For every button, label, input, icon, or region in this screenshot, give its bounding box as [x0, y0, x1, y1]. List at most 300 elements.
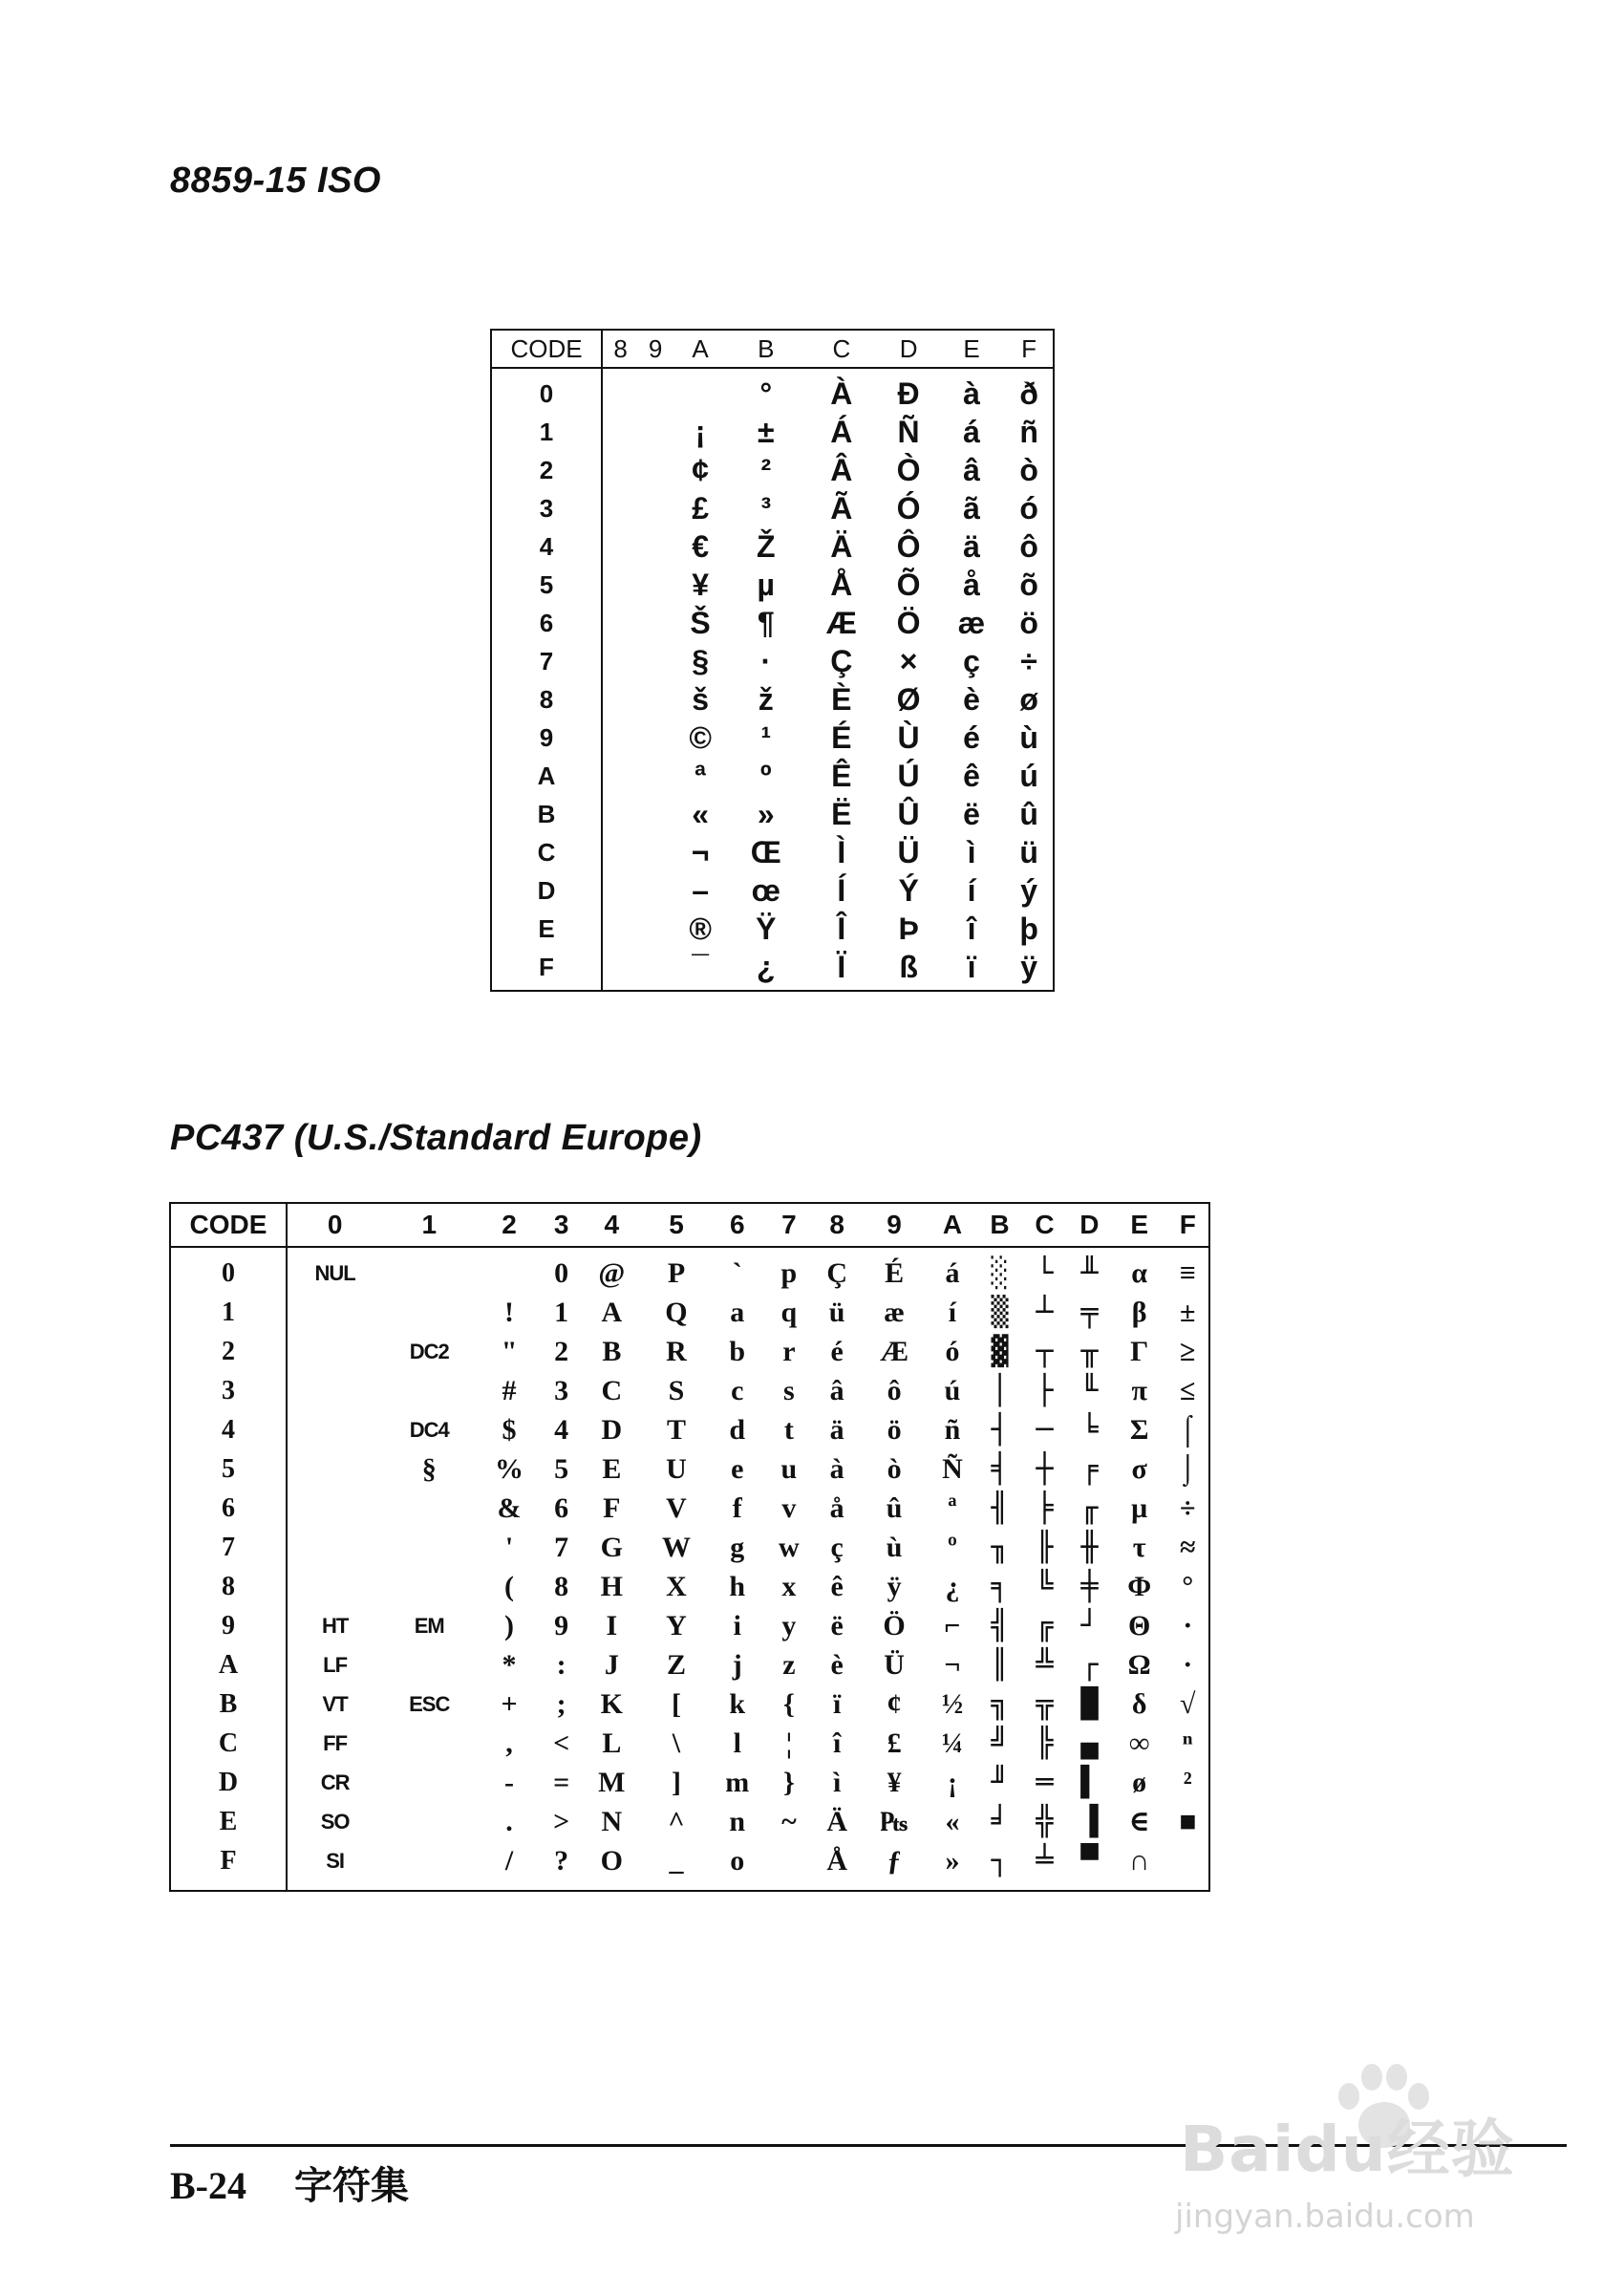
page-footer	[170, 2156, 409, 2210]
iso-char-cell: Ò	[896, 452, 921, 487]
iso-char-cell: á	[963, 414, 980, 449]
pc437-char-cell: ÿ	[887, 1570, 902, 1602]
iso-char-cell	[602, 948, 638, 991]
pc437-char-cell: X	[666, 1570, 687, 1602]
iso-char-cell	[638, 604, 673, 642]
iso-table-row	[491, 368, 1054, 413]
pc437-char-cell	[287, 1332, 382, 1371]
iso-char-cell	[638, 795, 673, 833]
pc437-char-cell: ╨	[1080, 1256, 1099, 1290]
pc437-char-cell: c	[731, 1374, 744, 1406]
iso-table-row	[491, 833, 1054, 871]
iso-char-cell: Ü	[897, 834, 920, 869]
iso-char-cell: ê	[963, 758, 980, 793]
pc437-char-cell: ⌡	[1179, 1452, 1197, 1485]
iso-char-cell: À	[830, 375, 853, 411]
iso-char-cell: Œ	[750, 834, 781, 869]
iso-char-cell: Î	[837, 911, 846, 946]
pc437-column-header: 8	[813, 1203, 861, 1247]
iso-char-cell	[638, 757, 673, 795]
pc437-char-cell: VT	[322, 1691, 348, 1716]
pc437-char-cell: ╤	[1080, 1296, 1099, 1329]
pc437-char-cell: /	[504, 1844, 514, 1877]
pc437-char-cell: ô	[887, 1374, 902, 1406]
pc437-char-cell	[287, 1371, 382, 1410]
pc437-char-cell: 1	[554, 1296, 569, 1328]
pc437-char-cell: µ	[1131, 1491, 1148, 1524]
iso-char-cell: ø	[1019, 681, 1038, 717]
iso-row-code: 3	[491, 489, 602, 527]
iso-char-cell: ß	[899, 949, 918, 984]
pc437-row-code: 4	[170, 1410, 287, 1449]
pc437-table-row	[170, 1802, 1209, 1841]
iso-char-cell: ª	[694, 758, 707, 793]
iso-char-cell	[602, 566, 638, 604]
pc437-char-cell: ├	[1036, 1374, 1054, 1407]
pc437-table-row	[170, 1724, 1209, 1763]
pc437-char-cell: ╫	[1080, 1531, 1099, 1564]
pc437-char-cell	[382, 1645, 476, 1684]
pc437-char-cell: Θ	[1127, 1609, 1151, 1641]
pc437-column-header: 5	[643, 1203, 710, 1247]
iso-row-code: E	[491, 910, 602, 948]
iso-char-cell	[602, 833, 638, 871]
pc437-char-cell: 0	[554, 1256, 569, 1289]
iso-char-cell	[602, 451, 638, 489]
pc437-char-cell: ╬	[1036, 1805, 1054, 1838]
baidu-watermark-logo: Baidu经验	[1180, 2113, 1515, 2186]
pc437-column-header: A	[928, 1203, 977, 1247]
pc437-char-cell: w	[779, 1531, 800, 1563]
iso-char-cell: Ø	[896, 681, 921, 717]
pc437-char-cell: ]	[671, 1766, 681, 1798]
pc437-char-cell: L	[602, 1727, 622, 1759]
pc437-char-cell: └	[1036, 1256, 1054, 1290]
pc437-char-cell: ≈	[1180, 1531, 1196, 1563]
pc437-char-cell: m	[725, 1766, 750, 1798]
iso-table-row	[491, 489, 1054, 527]
iso-table-row	[491, 527, 1054, 566]
pc437-char-cell: Φ	[1127, 1570, 1152, 1602]
pc437-char-cell: (	[504, 1570, 515, 1602]
pc437-char-cell: ╝	[991, 1727, 1009, 1760]
pc437-column-header: D	[1067, 1203, 1112, 1247]
pc437-char-cell: ╠	[1036, 1727, 1054, 1760]
iso-char-cell: °	[759, 375, 773, 411]
iso-row-code: A	[491, 757, 602, 795]
pc437-char-cell: {	[782, 1687, 795, 1720]
iso-char-cell	[602, 757, 638, 795]
pc437-char-cell: $	[502, 1413, 517, 1446]
pc437-char-cell: o	[730, 1844, 745, 1877]
pc437-char-cell: ó	[945, 1335, 960, 1367]
iso-char-cell	[602, 604, 638, 642]
iso-char-cell	[638, 871, 673, 910]
iso-char-cell	[638, 910, 673, 948]
pc437-char-cell: ESC	[409, 1691, 450, 1716]
iso-char-cell: œ	[751, 872, 780, 908]
pc437-char-cell: p	[780, 1256, 798, 1289]
pc437-char-cell: `	[732, 1256, 742, 1289]
pc437-row-code: 1	[170, 1293, 287, 1332]
pc437-char-cell: ä	[829, 1413, 844, 1446]
pc437-char-cell: s	[783, 1374, 795, 1406]
pc437-char-cell: F	[603, 1491, 621, 1524]
pc437-char-cell: ╪	[1080, 1570, 1099, 1603]
pc437-char-cell: │	[991, 1374, 1009, 1407]
pc437-row-code: 8	[170, 1567, 287, 1606]
iso-table-row	[491, 604, 1054, 642]
iso-row-code: 5	[491, 566, 602, 604]
pc437-table-row	[170, 1528, 1209, 1567]
pc437-table-row	[170, 1841, 1209, 1891]
pc437-table-row	[170, 1567, 1209, 1606]
pc437-row-code: A	[170, 1645, 287, 1684]
iso-row-code: 1	[491, 413, 602, 451]
pc437-char-cell: _	[669, 1844, 684, 1877]
pc437-char-cell: τ	[1132, 1531, 1146, 1563]
iso-char-cell: û	[1019, 796, 1038, 831]
pc437-char-cell: ╦	[1036, 1687, 1054, 1721]
iso-char-cell: ñ	[1019, 414, 1038, 449]
pc437-char-cell: à	[829, 1452, 844, 1485]
pc437-char-cell: i	[733, 1609, 741, 1641]
iso-char-cell: Â	[830, 452, 853, 487]
pc437-column-header: C	[1022, 1203, 1067, 1247]
iso-char-cell: Û	[897, 796, 920, 831]
pc437-char-cell: a	[730, 1296, 745, 1328]
iso-column-header: D	[879, 330, 938, 368]
pc437-char-cell: §	[421, 1452, 437, 1485]
pc437-char-cell: NUL	[314, 1260, 355, 1285]
pc437-char-cell: ┐	[991, 1844, 1009, 1877]
iso-char-cell: ó	[1019, 490, 1038, 526]
iso-char-cell: ¢	[692, 452, 709, 487]
pc437-char-cell	[382, 1841, 476, 1891]
iso-table-row	[491, 871, 1054, 910]
pc437-char-cell: ~	[781, 1805, 797, 1837]
pc437-table-row	[170, 1293, 1209, 1332]
pc437-char-cell: ╙	[1080, 1374, 1099, 1407]
pc437-char-cell	[382, 1489, 476, 1528]
iso-char-cell	[602, 719, 638, 757]
iso-char-cell: ù	[1019, 719, 1038, 755]
pc437-table-row	[170, 1247, 1209, 1293]
iso-char-cell	[602, 795, 638, 833]
iso-char-cell: Á	[830, 414, 853, 449]
pc437-char-cell: ⌠	[1179, 1413, 1197, 1446]
pc437-char-cell: 9	[554, 1609, 569, 1641]
iso-table-row	[491, 413, 1054, 451]
pc437-char-cell: ≥	[1180, 1335, 1196, 1367]
iso-char-cell: Đ	[897, 375, 920, 411]
pc437-char-cell: ö	[887, 1413, 902, 1446]
pc437-char-cell: K	[600, 1687, 623, 1720]
iso-row-code: 0	[491, 368, 602, 413]
pc437-char-cell: ╜	[991, 1766, 1009, 1799]
iso-char-cell: »	[757, 796, 775, 831]
pc437-char-cell	[287, 1528, 382, 1567]
pc437-char-cell: .	[505, 1805, 513, 1837]
iso-char-cell: Ó	[896, 490, 921, 526]
pc437-table-row	[170, 1371, 1209, 1410]
pc437-char-cell: â	[829, 1374, 844, 1406]
pc437-char-cell: @	[598, 1256, 626, 1289]
pc437-char-cell: d	[729, 1413, 746, 1446]
pc437-row-code: C	[170, 1724, 287, 1763]
iso-char-cell	[602, 910, 638, 948]
pc437-char-cell: HT	[321, 1613, 349, 1638]
pc437-row-code: E	[170, 1802, 287, 1841]
pc437-char-cell: O	[600, 1844, 623, 1877]
iso-char-cell: Õ	[896, 567, 921, 602]
pc437-char-cell: ┴	[1036, 1296, 1054, 1329]
iso-row-code: C	[491, 833, 602, 871]
iso-table-row	[491, 719, 1054, 757]
pc437-char-cell: S	[668, 1374, 685, 1406]
iso-column-header: C	[803, 330, 879, 368]
iso-char-cell: Ã	[830, 490, 853, 526]
iso-table-row	[491, 642, 1054, 680]
pc437-char-cell: ñ	[944, 1413, 961, 1446]
pc437-char-cell: ╥	[1080, 1335, 1099, 1368]
pc437-char-cell: 2	[554, 1335, 569, 1367]
pc437-char-cell: u	[780, 1452, 798, 1485]
iso-char-cell: Ë	[831, 796, 852, 831]
pc437-char-cell: ¥	[887, 1766, 902, 1798]
iso-char-cell: Ô	[896, 528, 921, 564]
iso-char-cell: ¥	[692, 567, 709, 602]
pc437-char-cell: >	[553, 1805, 570, 1837]
pc437-char-cell: W	[661, 1531, 691, 1563]
pc437-char-cell	[287, 1293, 382, 1332]
iso-char-cell: š	[692, 681, 709, 717]
iso-char-cell	[638, 680, 673, 719]
heading-iso-8859-15: 8859-15 ISO	[170, 161, 381, 201]
pc437-char-cell: £	[887, 1727, 902, 1759]
pc437-char-cell: SO	[320, 1809, 350, 1834]
pc437-table-row	[170, 1763, 1209, 1802]
pc437-row-code: 6	[170, 1489, 287, 1528]
iso-char-cell: º	[759, 758, 772, 793]
pc437-char-cell: ╞	[1036, 1491, 1054, 1525]
iso-char-cell: §	[692, 643, 709, 678]
iso-table-row	[491, 451, 1054, 489]
iso-table-row	[491, 680, 1054, 719]
pc437-char-cell: ç	[830, 1531, 844, 1563]
iso-char-cell	[638, 948, 673, 991]
pc437-table	[169, 1202, 1210, 1892]
pc437-char-cell: P	[667, 1256, 686, 1289]
iso-char-cell: ò	[1019, 452, 1038, 487]
iso-char-cell: ü	[1019, 834, 1038, 869]
iso-char-cell: ¬	[691, 834, 710, 869]
pc437-char-cell: ╓	[1080, 1491, 1099, 1525]
iso-char-cell: ÷	[1020, 643, 1037, 678]
iso-char-cell: ¹	[760, 719, 772, 755]
pc437-char-cell	[287, 1489, 382, 1528]
iso-char-cell: Ž	[756, 528, 776, 564]
pc437-char-cell: ╩	[1036, 1648, 1054, 1682]
pc437-char-cell: E	[602, 1452, 622, 1485]
iso-char-cell: þ	[1019, 911, 1038, 946]
pc437-char-cell: ¦	[785, 1727, 793, 1759]
pc437-char-cell: █	[1080, 1687, 1099, 1721]
pc437-char-cell: FF	[323, 1730, 348, 1755]
pc437-char-cell: ì	[832, 1766, 842, 1798]
pc437-char-cell: ┤	[991, 1413, 1009, 1447]
pc437-char-cell: -	[504, 1766, 515, 1798]
pc437-char-cell: H	[600, 1570, 623, 1602]
iso-char-cell	[638, 833, 673, 871]
pc437-char-cell: ø	[1132, 1766, 1147, 1798]
pc437-char-cell: ║	[991, 1648, 1009, 1682]
iso-column-header: 8	[602, 330, 638, 368]
pc437-char-cell: ─	[1036, 1413, 1054, 1447]
pc437-char-cell: ▀	[1080, 1844, 1099, 1877]
pc437-char-cell: α	[1131, 1256, 1148, 1289]
watermark-url: jingyan.baidu.com	[1175, 2198, 1475, 2236]
pc437-table-row	[170, 1645, 1209, 1684]
pc437-table-row	[170, 1489, 1209, 1528]
iso-char-cell: –	[692, 872, 709, 908]
pc437-char-cell: #	[502, 1374, 517, 1406]
iso-column-header: F	[1005, 330, 1054, 368]
pc437-char-cell: x	[781, 1570, 797, 1602]
iso-char-cell	[638, 368, 673, 413]
pc437-char-cell: ±	[1180, 1296, 1196, 1328]
pc437-char-cell: «	[945, 1805, 960, 1837]
pc437-row-code: D	[170, 1763, 287, 1802]
iso-char-cell: Ç	[830, 643, 853, 678]
pc437-char-cell: G	[600, 1531, 623, 1563]
iso-char-cell: £	[692, 490, 709, 526]
iso-row-code: D	[491, 871, 602, 910]
iso-char-cell: ©	[689, 719, 712, 755]
iso-char-cell: ä	[963, 528, 980, 564]
pc437-char-cell: »	[945, 1844, 960, 1877]
pc437-char-cell: Å	[826, 1844, 847, 1877]
pc437-char-cell: "	[501, 1335, 518, 1367]
iso-char-cell: ë	[963, 796, 980, 831]
iso-row-code: B	[491, 795, 602, 833]
pc437-char-cell: ≡	[1179, 1256, 1196, 1289]
iso-char-cell	[602, 368, 638, 413]
pc437-char-cell: ¿	[945, 1570, 960, 1602]
iso-char-cell	[638, 413, 673, 451]
pc437-row-code: 7	[170, 1528, 287, 1567]
pc437-char-cell: M	[598, 1766, 626, 1798]
pc437-column-header: B	[977, 1203, 1022, 1247]
pc437-char-cell: EM	[414, 1613, 444, 1638]
pc437-char-cell: ▓	[991, 1335, 1009, 1368]
pc437-char-cell: β	[1131, 1296, 1147, 1328]
pc437-char-cell	[765, 1841, 813, 1891]
pc437-char-cell: é	[830, 1335, 844, 1367]
iso-row-code: 2	[491, 451, 602, 489]
pc437-row-code: F	[170, 1841, 287, 1891]
iso-char-cell: Ñ	[897, 414, 920, 449]
iso-row-code: 9	[491, 719, 602, 757]
iso-char-cell: ¡	[694, 414, 706, 449]
iso-char-cell: ð	[1019, 375, 1038, 411]
pc437-char-cell: ╟	[1036, 1531, 1054, 1564]
pc437-char-cell: Σ	[1129, 1413, 1149, 1446]
pc437-char-cell: ╣	[991, 1609, 1009, 1642]
iso-column-header: 9	[638, 330, 673, 368]
pc437-row-code: B	[170, 1684, 287, 1724]
pc437-char-cell: ò	[887, 1452, 902, 1485]
pc437-char-cell: ▌	[1080, 1766, 1099, 1799]
pc437-char-cell: è	[830, 1648, 844, 1681]
iso-table-row	[491, 566, 1054, 604]
iso-char-cell: ¶	[757, 605, 775, 640]
pc437-char-cell: ╢	[991, 1491, 1009, 1525]
pc437-char-cell: =	[553, 1766, 570, 1798]
pc437-char-cell: ╒	[1080, 1452, 1099, 1486]
iso-char-cell: ¯	[692, 949, 709, 984]
pc437-char-cell: v	[781, 1491, 797, 1524]
pc437-char-cell: r	[782, 1335, 796, 1367]
iso-char-cell: Ê	[831, 758, 852, 793]
pc437-char-cell: ƒ	[887, 1844, 902, 1877]
pc437-char-cell: Ç	[826, 1256, 847, 1289]
pc437-column-header: 4	[580, 1203, 643, 1247]
iso-char-cell	[638, 527, 673, 566]
pc437-char-cell: ╡	[991, 1452, 1009, 1486]
pc437-char-cell: √	[1180, 1687, 1196, 1720]
pc437-row-code: 9	[170, 1606, 287, 1645]
pc437-char-cell: 3	[554, 1374, 569, 1406]
iso-char-cell	[602, 871, 638, 910]
pc437-char-cell: ∈	[1128, 1806, 1150, 1837]
pc437-char-cell: ·	[1183, 1648, 1193, 1681]
pc437-char-cell: ê	[830, 1570, 844, 1602]
pc437-char-cell: ┘	[1080, 1609, 1099, 1642]
pc437-char-cell: DC2	[409, 1339, 449, 1363]
pc437-char-cell: f	[732, 1491, 742, 1524]
pc437-char-cell: q	[780, 1296, 798, 1328]
iso-table-row	[491, 948, 1054, 991]
pc437-char-cell: ?	[554, 1844, 569, 1877]
pc437-column-header: F	[1167, 1203, 1210, 1247]
pc437-char-cell: *	[502, 1648, 517, 1681]
pc437-row-code: 5	[170, 1449, 287, 1489]
pc437-char-cell: Æ	[880, 1335, 909, 1367]
iso-char-cell: æ	[957, 605, 986, 640]
pc437-char-cell: 6	[554, 1491, 569, 1524]
pc437-char-cell: ╗	[991, 1687, 1009, 1721]
pc437-char-cell: ¼	[941, 1727, 964, 1759]
iso-column-header: E	[938, 330, 1005, 368]
pc437-char-cell: ╚	[1036, 1570, 1054, 1603]
pc437-char-cell: k	[729, 1687, 746, 1720]
pc437-char-cell: å	[829, 1491, 844, 1524]
pc437-char-cell: N	[601, 1805, 623, 1837]
iso-char-cell	[602, 413, 638, 451]
pc437-char-cell: SI	[326, 1848, 345, 1873]
pc437-char-cell: ,	[505, 1727, 513, 1759]
iso-char-cell	[638, 719, 673, 757]
iso-char-cell: ²	[760, 452, 772, 487]
section-title: 字符集	[294, 2164, 409, 2207]
heading-pc437: PC437 (U.S./Standard Europe)	[170, 1118, 702, 1158]
pc437-char-cell: ░	[991, 1256, 1009, 1290]
pc437-column-header: 6	[710, 1203, 765, 1247]
iso-char-cell: Å	[830, 567, 853, 602]
pc437-char-cell: !	[504, 1296, 515, 1328]
pc437-char-cell: I	[606, 1609, 618, 1641]
